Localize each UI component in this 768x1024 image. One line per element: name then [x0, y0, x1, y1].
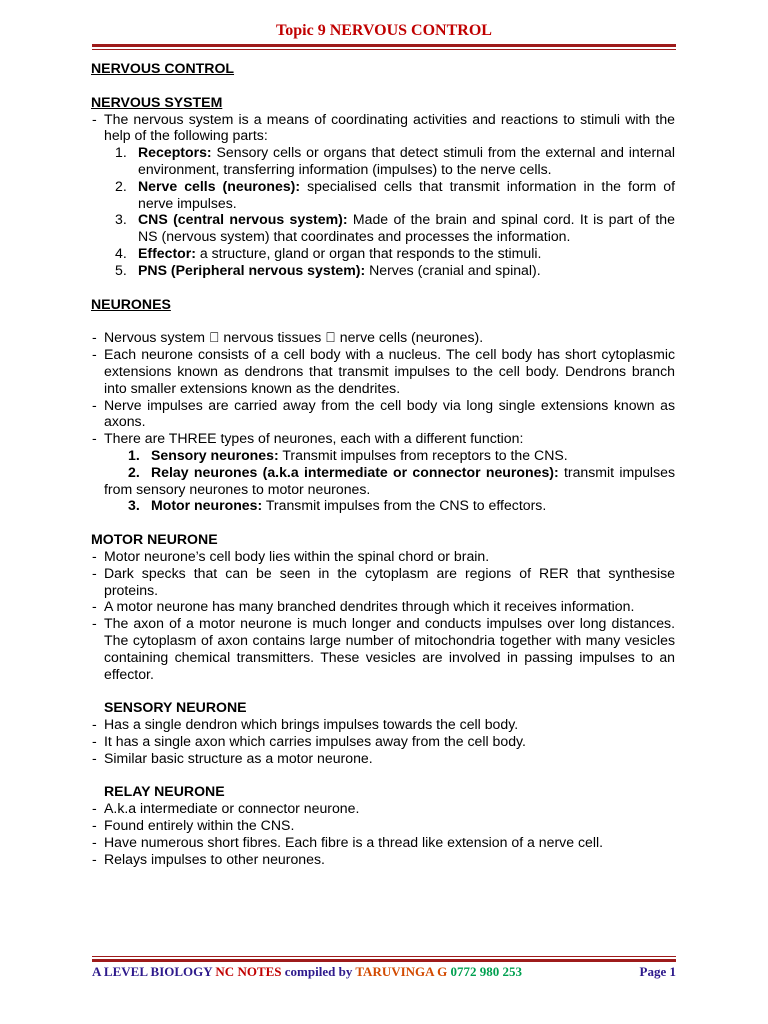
nervous-system-list: [91, 111, 675, 145]
list-item: - A.k.a intermediate or connector neurone.: [91, 800, 675, 817]
main-heading: NERVOUS CONTROL: [91, 60, 235, 76]
page-header-title: Topic 9 NERVOUS CONTROL: [276, 22, 492, 39]
list-item: - Have numerous short fibres. Each fibre is a thread like extension of a nerve cell.: [91, 834, 675, 851]
list-item: - Dark specks that can be seen in the cytoplasm are regions of RER that synthesise proteins.: [91, 565, 675, 599]
neurone-types: [91, 447, 675, 514]
relay-neurone-heading: RELAY NEURONE: [104, 783, 225, 800]
list-item: - Nerve impulses are carried away from the cell body via long single extensions known as axons.: [91, 397, 675, 431]
list-item: 1. Sensory neurones: Transmit impulses from receptors to the CNS.: [128, 446, 568, 463]
list-item: - There are THREE types of neurones, each with a different function:: [91, 430, 675, 447]
list-item: - The nervous system is a means of coordinating activities and reactions to stimuli with the help of the following parts:: [91, 111, 675, 145]
list-item: 4. Effector: a structure, gland or organ that responds to the stimuli.: [115, 244, 542, 261]
list-item: 2. Nerve cells (neurones): specialised cells that transmit information in the form of nerve impulses.: [115, 177, 675, 211]
list-item: 5. PNS (Peripheral nervous system): Nerves (cranial and spinal).: [115, 261, 541, 278]
page-number: Page 1: [639, 964, 676, 979]
list-item: - Has a single dendron which brings impulses towards the cell body.: [91, 716, 675, 733]
sensory-neurone-list: [91, 716, 675, 766]
footer-rule-thin: [92, 956, 676, 957]
list-item: 3. CNS (central nervous system): Made of the brain and spinal cord. It is part of the NS (nervous system) that coordinates and processes the information.: [115, 211, 675, 245]
list-item: - The axon of a motor neurone is much longer and conducts impulses over long distances. The cytoplasm of axon contains large number of mitochondria together with many vesicles containing chemical transmitters. These vesicles are involved in passing impulses to an effector.: [91, 615, 675, 682]
list-item: 2. Relay neurones (a.k.a intermediate or connector neurones): transmit impulses from sensory neurones to motor neurones.: [104, 463, 675, 497]
motor-neurone-heading: MOTOR NEURONE: [91, 531, 218, 548]
list-item: - A motor neurone has many branched dendrites through which it receives information.: [91, 598, 675, 615]
list-item: - It has a single axon which carries impulses away from the cell body.: [91, 733, 675, 750]
sensory-neurone-heading: SENSORY NEURONE: [104, 699, 247, 716]
list-item: 3. Motor neurones: Transmit impulses from the CNS to effectors.: [128, 497, 547, 514]
header-rule-thick: [92, 44, 676, 47]
footer-credit: A LEVEL BIOLOGY NC NOTES compiled by TARUVINGA G 0772 980 253: [92, 964, 522, 979]
list-item: - Each neurone consists of a cell body with a nucleus. The cell body has short cytoplasmic extensions known as dendrons that transmit impulses to the cell body. Dendrons branch into smaller extensions known as the dendrites.: [91, 346, 675, 396]
list-item: - Relays impulses to other neurones.: [91, 851, 675, 868]
neurones-list: [91, 329, 675, 447]
document-body: [91, 60, 675, 867]
nervous-system-heading: NERVOUS SYSTEM: [91, 93, 223, 110]
list-item: - Similar basic structure as a motor neurone.: [91, 750, 675, 767]
motor-neurone-list: [91, 548, 675, 682]
relay-neurone-list: [91, 800, 675, 867]
neurones-heading: NEURONES: [91, 295, 171, 312]
header-rule-thin: [92, 49, 676, 50]
list-item: - Motor neurone’s cell body lies within the spinal chord or brain.: [91, 548, 675, 565]
list-item: - Nervous system   nervous tissues   nerve cells (neurones).: [91, 329, 675, 346]
list-item: 1. Receptors: Sensory cells or organs that detect stimuli from the external and internal environment, transferring information (impulses) to the nerve cells.: [115, 144, 675, 177]
nervous-system-parts: [91, 144, 675, 278]
list-item: - Found entirely within the CNS.: [91, 817, 675, 834]
footer-rule-thick: [92, 959, 676, 962]
